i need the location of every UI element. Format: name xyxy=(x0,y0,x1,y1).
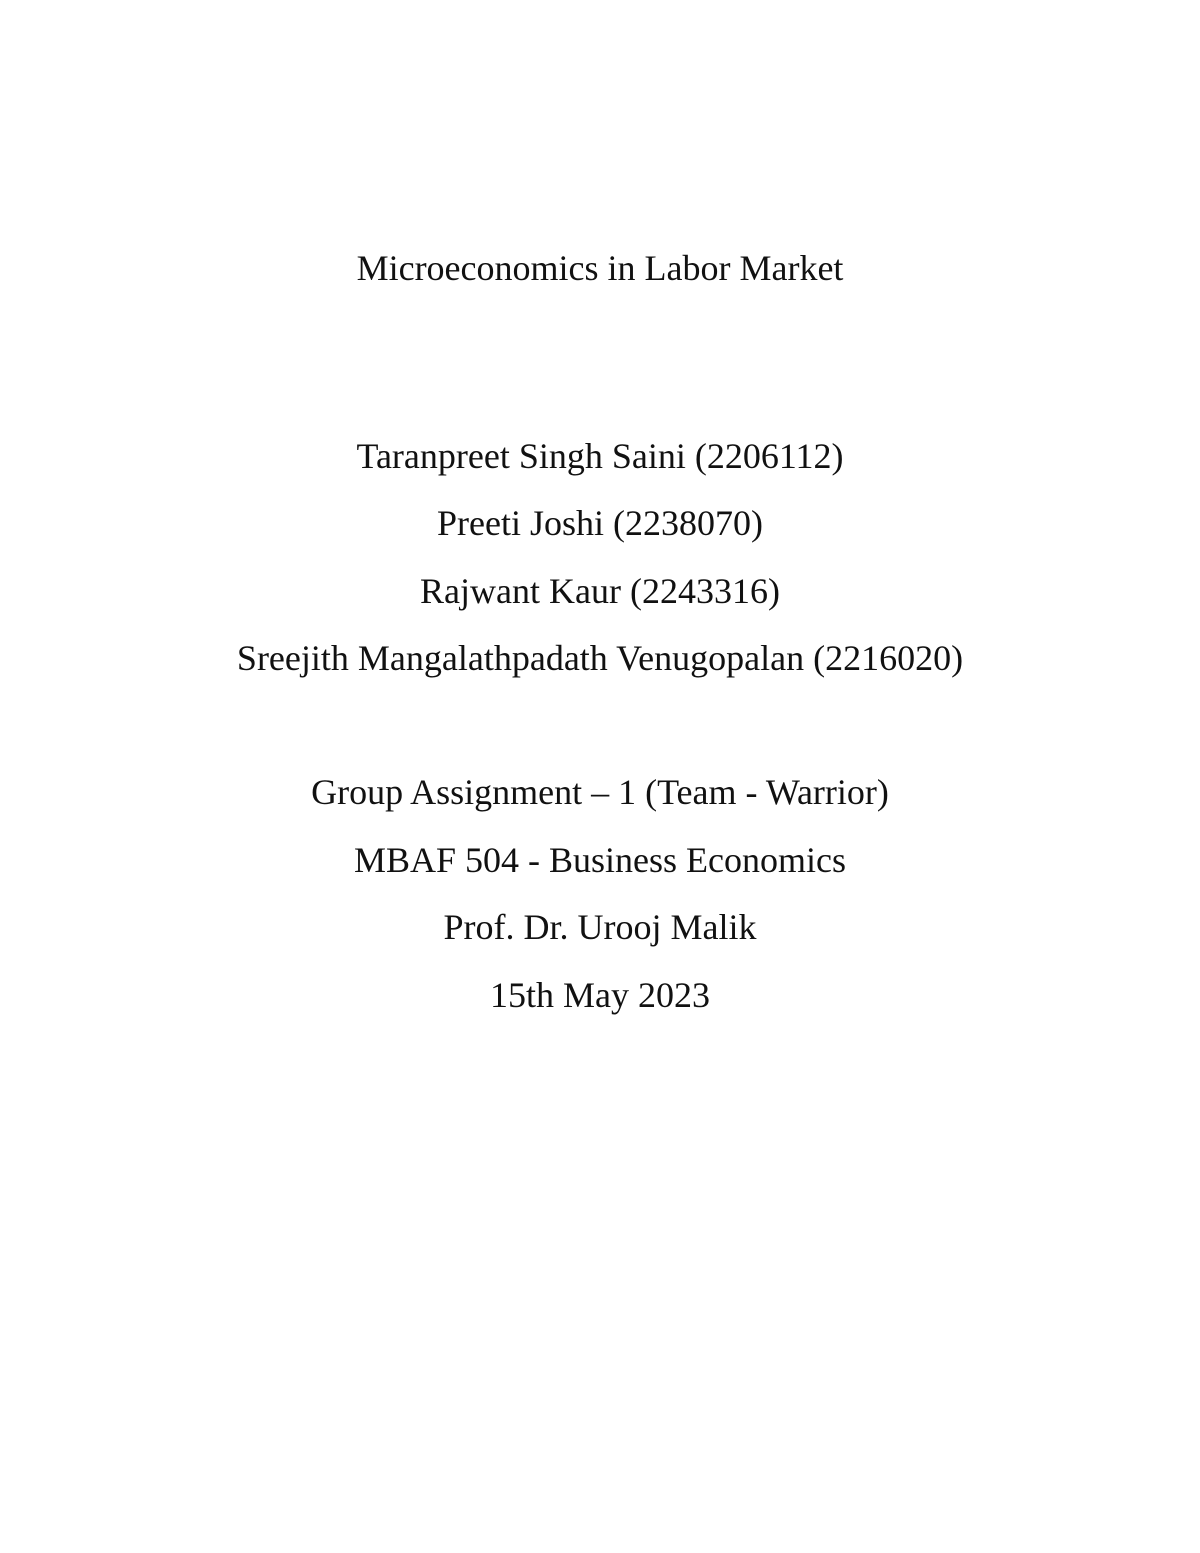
submission-date: 15th May 2023 xyxy=(490,975,710,1015)
author-name: Taranpreet Singh Saini (2206112) xyxy=(356,436,844,476)
professor-name: Prof. Dr. Urooj Malik xyxy=(443,907,757,947)
author-name: Preeti Joshi (2238070) xyxy=(437,503,763,543)
author-name: Rajwant Kaur (2243316) xyxy=(420,571,780,611)
author-name: Sreejith Mangalathpadath Venugopalan (2216020) xyxy=(236,638,964,678)
course-name: MBAF 504 - Business Economics xyxy=(353,840,846,880)
assignment-label: Group Assignment – 1 (Team - Warrior) xyxy=(311,772,889,812)
document-title: Microeconomics in Labor Market xyxy=(356,248,844,288)
